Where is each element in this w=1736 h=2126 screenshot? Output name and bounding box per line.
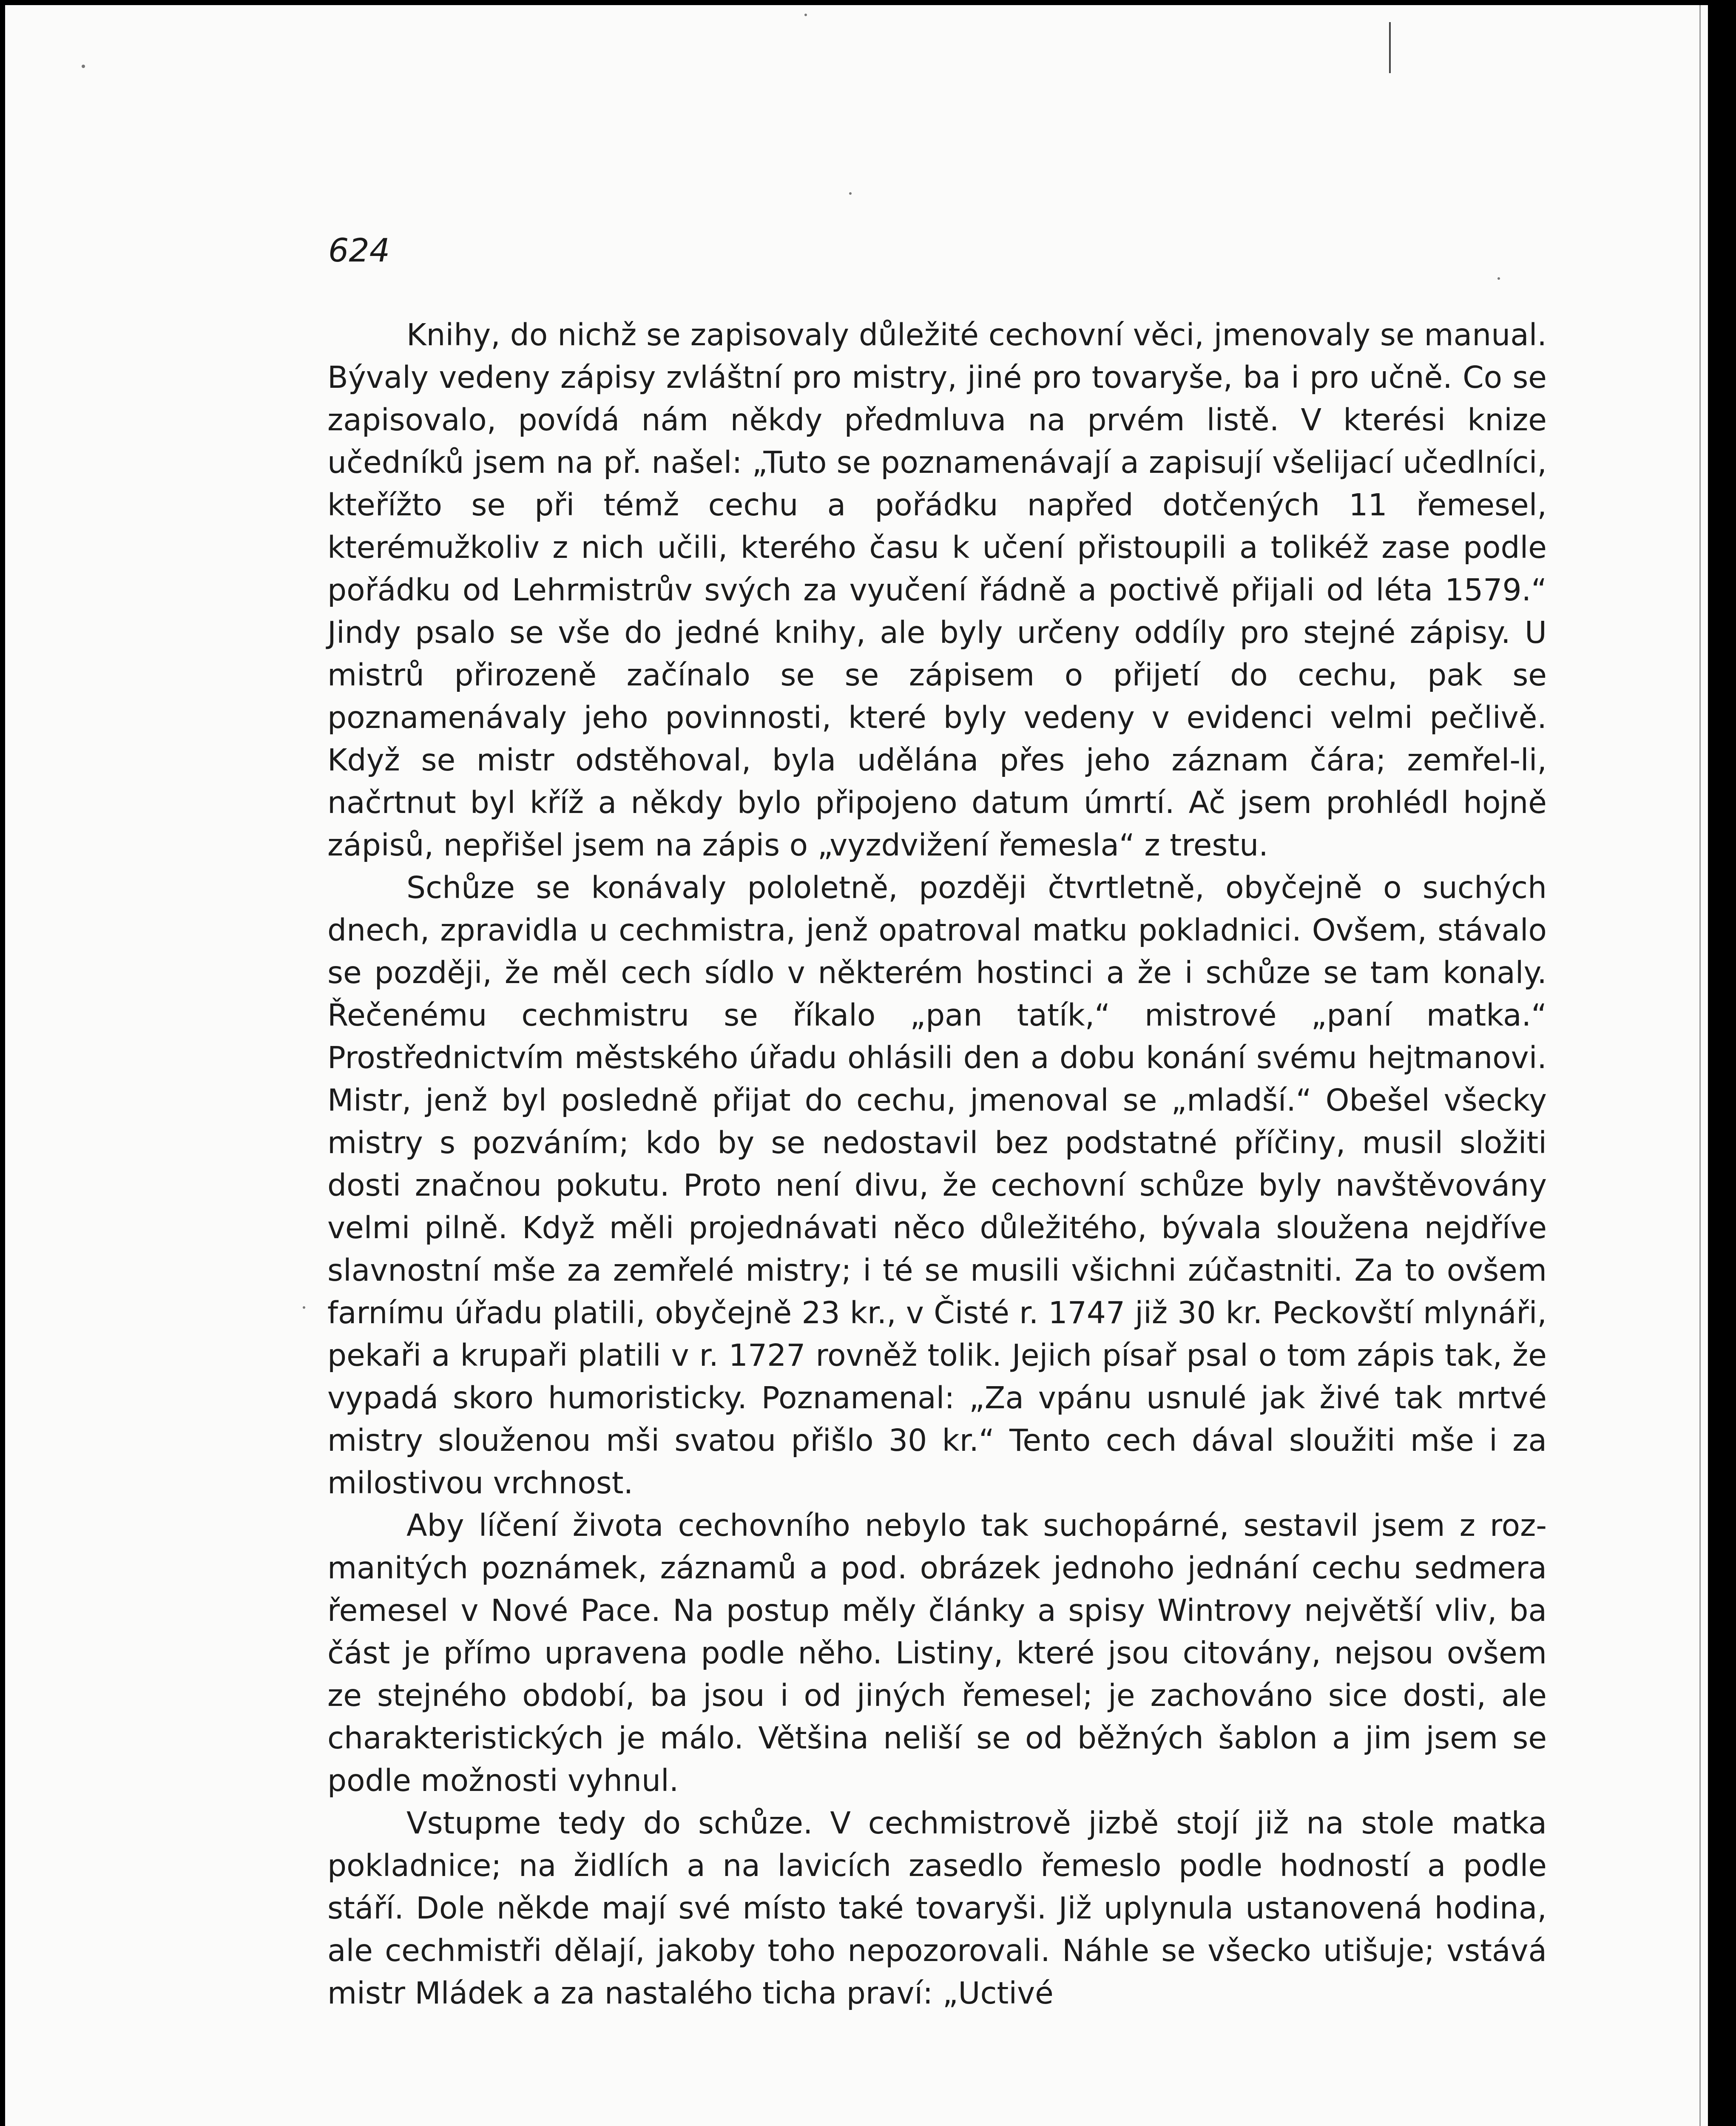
scan-edge-mark <box>1389 22 1391 73</box>
scan-edge-mark <box>1699 5 1701 2126</box>
scan-speck <box>1497 277 1500 280</box>
scan-speck <box>849 192 852 195</box>
paragraph: Knihy, do nichž se zapisovaly důležité cechovní věci, jmenovaly se manual. Bývaly vedeny zápisy zvláštní pro mistry, jiné pro tovaryše, ba i pro učně. Co se zapisovalo, povídá nám někdy předmluva na prvém listě. V kterési knize učedníků jsem na př. našel: „Tuto se poznamenávají a zapisují všelijací učedlníci, kteřížto se při témž cechu a pořádku napřed dotčených 11 řemesel, kterémužkoliv z nich učili, kterého času k učení přistoupili a tolikéž zase podle pořádku od Lehrmistrův svých za vyučení řádně a poctivě přijali od léta 1579.“ Jindy psalo se vše do jedné knihy, ale byly určeny oddíly pro stejné zápisy. U mistrů přirozeně začínalo se se zápisem o přijetí do cechu, pak se poznamenávaly jeho povinnosti, které byly vedeny v evidenci velmi pečlivě. Když se mistr odstěhoval, byla udělána přes jeho záznam čára; zemřel-li, načrtnut byl kříž a někdy bylo připojeno datum úmrtí. Ač jsem prohlédl hojně zápisů, nepřišel jsem na zápis o „vyzdvižení řemesla“ z trestu. <box>327 317 1547 863</box>
page-number: 624 <box>328 231 390 269</box>
scan-speck <box>303 1306 305 1309</box>
scanned-page <box>5 5 1708 2126</box>
paragraph: Aby líčení života cechovního nebylo tak suchopárné, sestavil jsem z rozmanitých poznámek, záznamů a pod. obrázek jednoho jednání cechu sedmera řemesel v Nové Pace. Na postup měly články a spisy Wintrovy největší vliv, ba část je přímo upravena podle něho. Listiny, které jsou citovány, nejsou ovšem ze stejného období, ba jsou i od jiných řemesel; je zachováno sice dosti, ale charakteristických je málo. Většina neliší se od běžných šablon a jim jsem se podle možnosti vyhnul. <box>327 1508 1547 1798</box>
body-text <box>327 314 1547 2015</box>
scan-speck <box>82 65 85 68</box>
scan-speck <box>804 14 807 16</box>
paragraph: Vstupme tedy do schůze. V cechmistrově jizbě stojí již na stole matka pokladnice; na židlích a na lavicích zasedlo řemeslo podle hodností a podle stáří. Dole někde mají své místo také tovaryši. Již uplynula ustanovená hodina, ale cechmistři dělají, jakoby toho nepozorovali. Náhle se všecko utišuje; vstává mistr Mládek a za nastalého ticha praví: „Uctivé <box>327 1805 1547 2011</box>
paragraph: Schůze se konávaly pololetně, později čtvrtletně, obyčejně o suchých dnech, zpravidla u cechmistra, jenž opatroval matku pokladnici. Ovšem, stávalo se později, že měl cech sídlo v některém hostinci a že i schůze se tam konaly. Řečenému cechmistru se říkalo „pan tatík,“ mistrové „paní matka.“ Prostřednictvím městského úřadu ohlásili den a dobu konání svému hejtmanovi. Mistr, jenž byl posledně přijat do cechu, jmenoval se „mladší.“ Obešel všecky mistry s pozváním; kdo by se nedostavil bez podstatné příčiny, musil složiti dosti značnou pokutu. Proto není divu, že cechovní schůze byly navštěvovány velmi pilně. Když měli projednávati něco důležitého, bývala sloužena nejdříve slavnostní mše za zemřelé mistry; i té se musili všichni zúčastniti. Za to ovšem farnímu úřadu platili, obyčejně 23 kr., v Čisté r. 1747 již 30 kr. Peckovští mlynáři, pekaři a krupaři platili v r. 1727 rovněž tolik. Jejich písař psal o tom zápis tak, že vypadá skoro humoristicky. Poznamenal: „Za vpánu usnulé jak živé tak mrtvé mistry slouženou mši svatou přišlo 30 kr.“ Tento cech dával sloužiti mše i za milostivou vrchnost. <box>327 870 1547 1501</box>
